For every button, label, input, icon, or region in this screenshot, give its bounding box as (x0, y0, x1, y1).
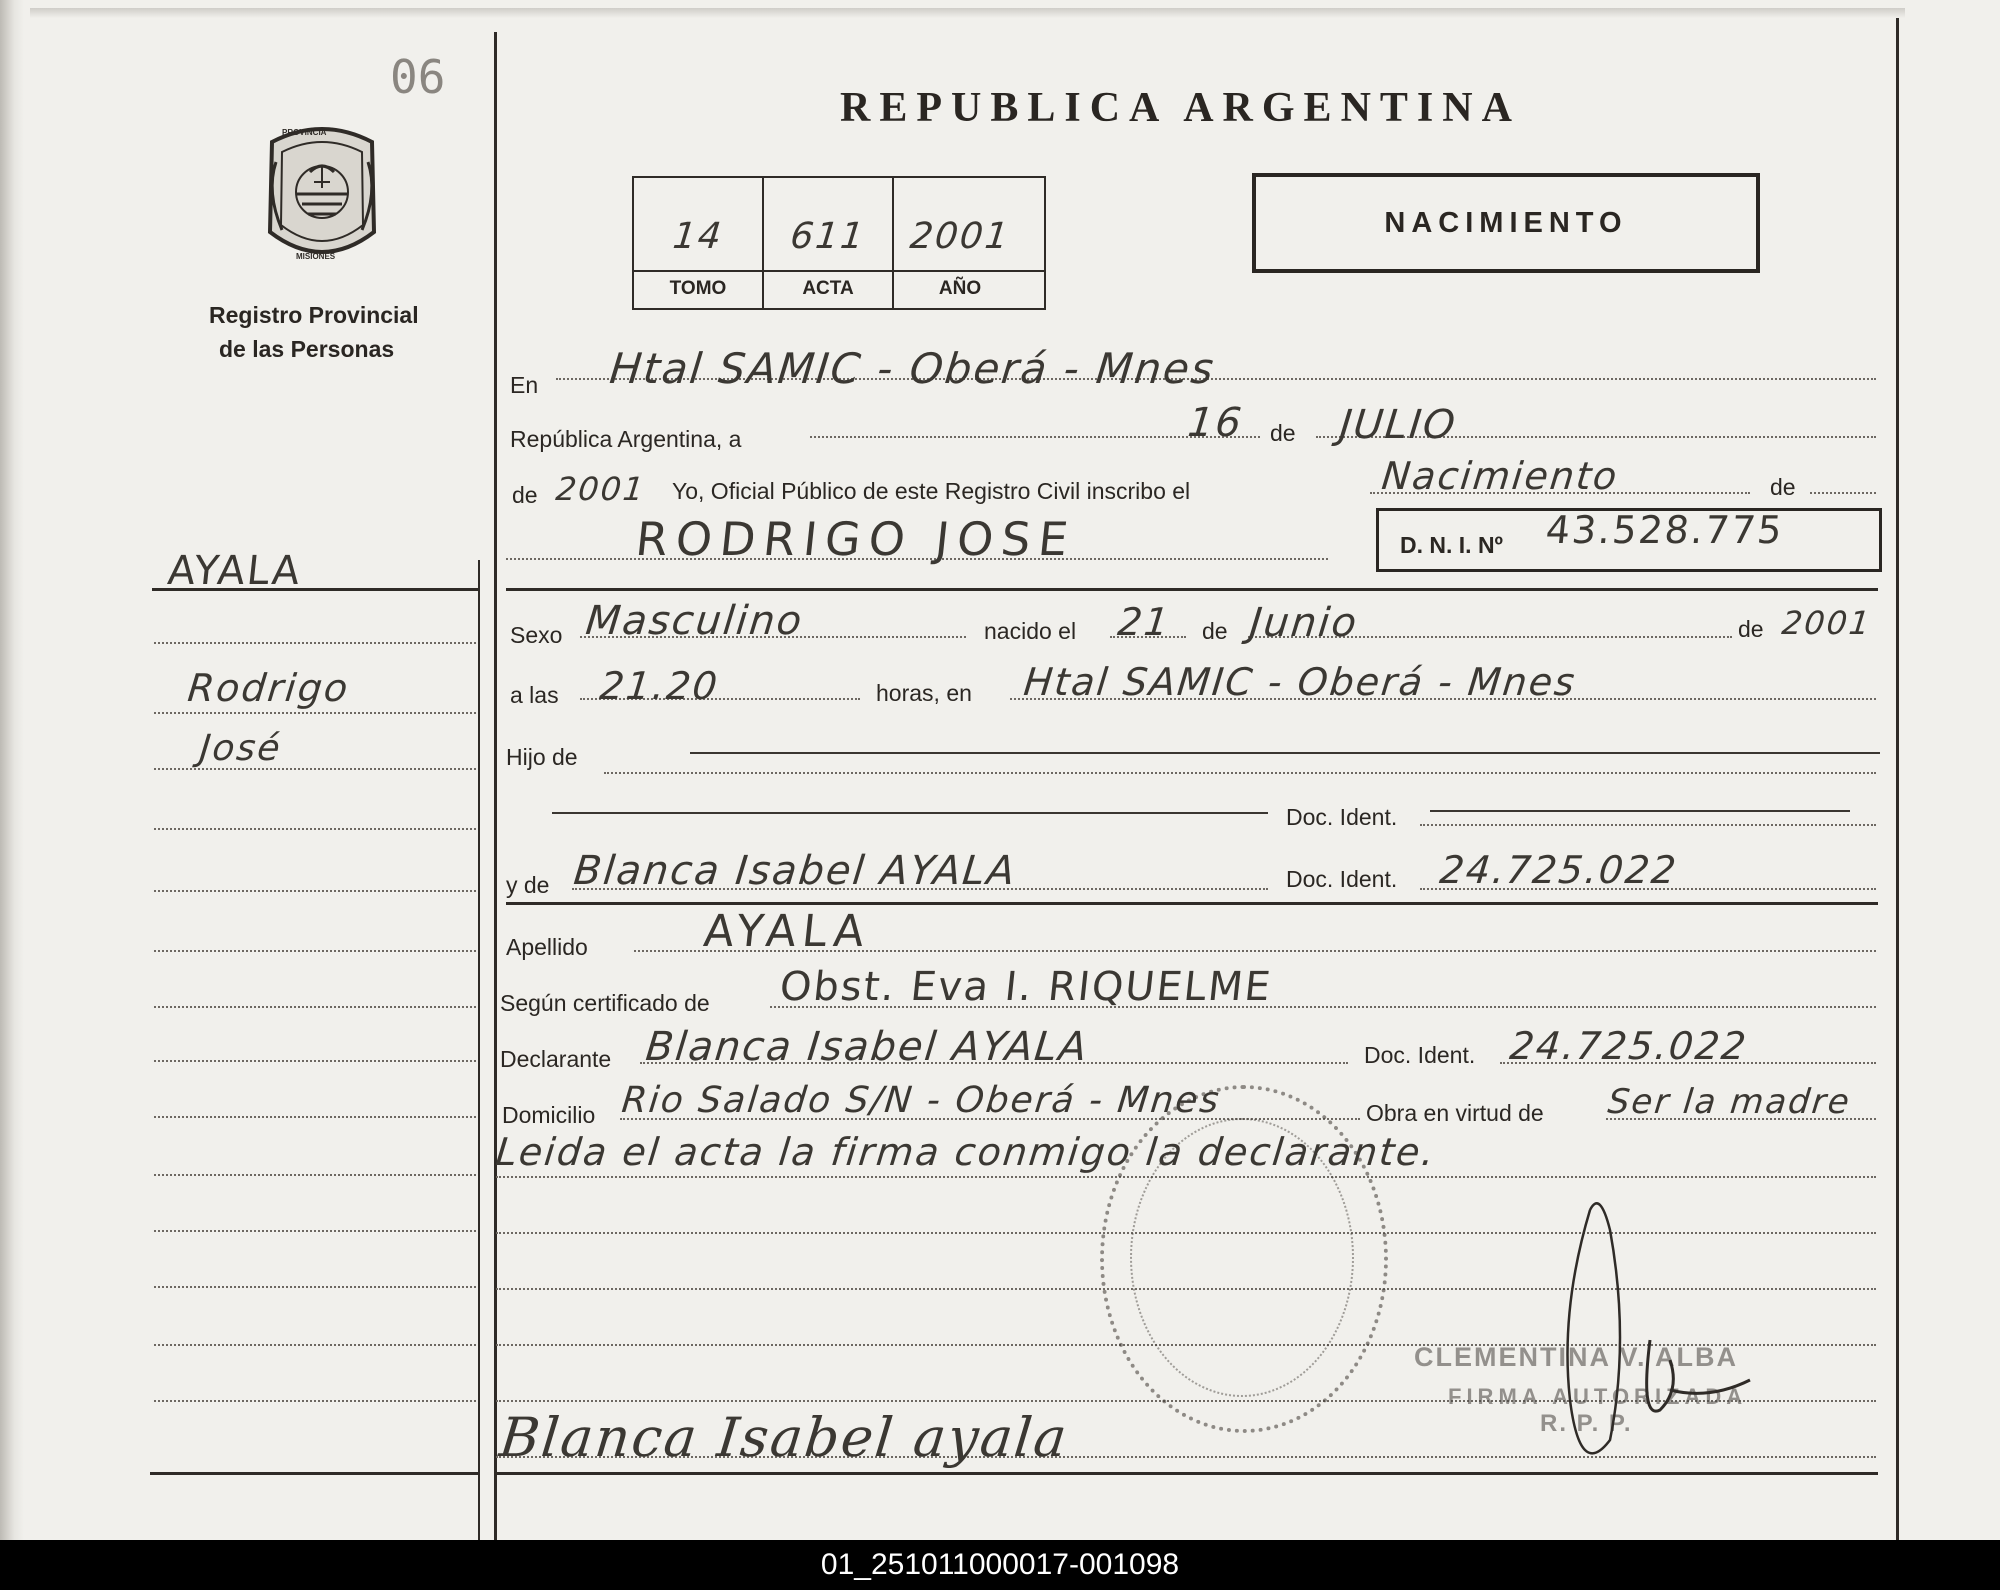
dni-label: D. N. I. Nº (1400, 532, 1503, 558)
officer-office-stamp: R. P. P. (1540, 1410, 1633, 1437)
label-horas: horas, en (876, 680, 972, 706)
dni-value: 43.528.775 (1543, 508, 1786, 552)
margin-dotline (154, 1230, 476, 1232)
logo-text-top: PROVINCIA (282, 128, 327, 137)
label-doc-ident-3: Doc. Ident. (1364, 1042, 1476, 1068)
tomo-value: 14 (670, 216, 726, 257)
capacity-value: Ser la madre (1605, 1082, 1853, 1122)
field-dotline (604, 772, 1876, 774)
closing-statement: Leida el acta la firma conmigo la declarante. (493, 1130, 1438, 1174)
acta-label: ACTA (802, 278, 854, 299)
father-doc-strikeout (1430, 810, 1850, 812)
officer-title-stamp: FIRMA AUTORIZADA (1448, 1384, 1748, 1409)
tomo-label: TOMO (669, 278, 727, 299)
officer-name-stamp: CLEMENTINA V. ALBA (1414, 1342, 1739, 1372)
ano-value: 2001 (908, 216, 1012, 257)
label-yo: Yo, Oficial Público de este Registro Civil inscribo el (672, 478, 1191, 504)
country-title: REPUBLICA ARGENTINA (840, 85, 1521, 131)
official-seal-inner-ring (1130, 1118, 1354, 1397)
margin-dotline (154, 828, 476, 830)
registry-name-line2: de las Personas (219, 336, 395, 362)
address-value: Rio Salado S/N - Oberá - Mnes (619, 1080, 1223, 1121)
given-names-value: RODRIGO JOSE (633, 512, 1079, 566)
label-apellido: Apellido (506, 934, 588, 960)
label-obra: Obra en virtud de (1366, 1100, 1544, 1126)
birth-day-value: 21 (1115, 600, 1173, 644)
label-sexo: Sexo (510, 622, 563, 648)
margin-column-right-line (478, 560, 480, 1540)
certificate-type-box: NACIMIENTO (1252, 173, 1760, 273)
misiones-coat-of-arms-logo (252, 122, 392, 272)
father-strikeout-line (690, 752, 1880, 754)
book-reference-box (632, 176, 1046, 310)
year-value: 2001 (554, 470, 648, 508)
margin-dotline (154, 1006, 476, 1008)
registry-name-line1: Registro Provincial (209, 302, 419, 328)
birth-time-value: 21.20 (597, 664, 722, 708)
certifier-value: Obst. Eva I. RIQUELME (777, 964, 1275, 1010)
margin-bottom-rule (150, 1472, 478, 1475)
margin-dotline (154, 768, 476, 770)
margin-dotline (154, 890, 476, 892)
officer-signature-scribble (1530, 1190, 1760, 1480)
margin-dotline (154, 1400, 476, 1402)
label-republica: República Argentina, a (510, 426, 742, 452)
label-segun: Según certificado de (500, 990, 710, 1016)
label-de-birth-year: de (1738, 616, 1764, 642)
field-dotline (1420, 824, 1876, 826)
birth-year-value: 2001 (1780, 604, 1874, 642)
birth-month-value: Junio (1247, 600, 1361, 646)
sex-value: Masculino (583, 598, 806, 644)
frame-right-line (1896, 18, 1899, 1540)
margin-dotline (154, 1116, 476, 1118)
left-column-divider (494, 32, 497, 1540)
page-top-edge (30, 8, 1905, 18)
act-type-value: Nacimiento (1379, 454, 1621, 498)
margin-dotline (154, 1286, 476, 1288)
label-nacido: nacido el (984, 618, 1077, 644)
section-rule (506, 588, 1878, 591)
label-domicilio: Domicilio (502, 1102, 596, 1128)
day-value: 16 (1185, 400, 1246, 446)
ano-label: AÑO (938, 278, 982, 299)
label-doc-ident-1: Doc. Ident. (1286, 804, 1398, 830)
label-y-de: y de (506, 872, 550, 898)
margin-dotline (154, 642, 476, 644)
margin-surname: AYALA (165, 548, 304, 594)
margin-dotline (154, 1174, 476, 1176)
surname-value: AYALA (701, 906, 873, 957)
book-row-divider (634, 270, 1044, 272)
folio-number: 06 (390, 50, 446, 104)
page-left-edge (0, 0, 24, 1540)
section-rule (506, 902, 1878, 905)
father-name-strikeout (552, 812, 1268, 814)
margin-dotline (154, 712, 476, 714)
margin-dotline (154, 1060, 476, 1062)
margin-given-name-2: José (197, 728, 284, 769)
margin-dotline (154, 950, 476, 952)
margin-dotline (154, 1344, 476, 1346)
mother-name-value: Blanca Isabel AYALA (571, 848, 1019, 894)
label-de: de (1270, 420, 1296, 446)
declarant-value: Blanca Isabel AYALA (643, 1024, 1091, 1070)
label-declarante: Declarante (500, 1046, 612, 1072)
label-de-year: de (512, 482, 538, 508)
place-value: Htal SAMIC - Oberá - Mnes (607, 344, 1218, 393)
margin-given-name-1: Rodrigo (185, 666, 352, 710)
field-dotline (1810, 492, 1876, 494)
label-hijo-de: Hijo de (506, 744, 578, 770)
birth-place-value: Htal SAMIC - Oberá - Mnes (1021, 660, 1579, 704)
label-doc-ident-2: Doc. Ident. (1286, 866, 1398, 892)
acta-value: 611 (788, 216, 868, 257)
label-a-las: a las (510, 682, 559, 708)
label-de-month: de (1202, 618, 1228, 644)
image-id-footer: 01_251011000017-001098 (0, 1540, 2000, 1590)
label-en: En (510, 372, 539, 398)
logo-text-bottom: MISIONES (296, 252, 336, 261)
declarant-doc-value: 24.725.022 (1507, 1024, 1750, 1068)
mother-doc-value: 24.725.022 (1437, 848, 1680, 892)
margin-surname-rule (152, 588, 478, 591)
month-value: JULIO (1337, 402, 1460, 448)
declarant-signature: Blanca Isabel ayala (496, 1406, 1072, 1469)
label-de-after-act: de (1770, 474, 1796, 500)
